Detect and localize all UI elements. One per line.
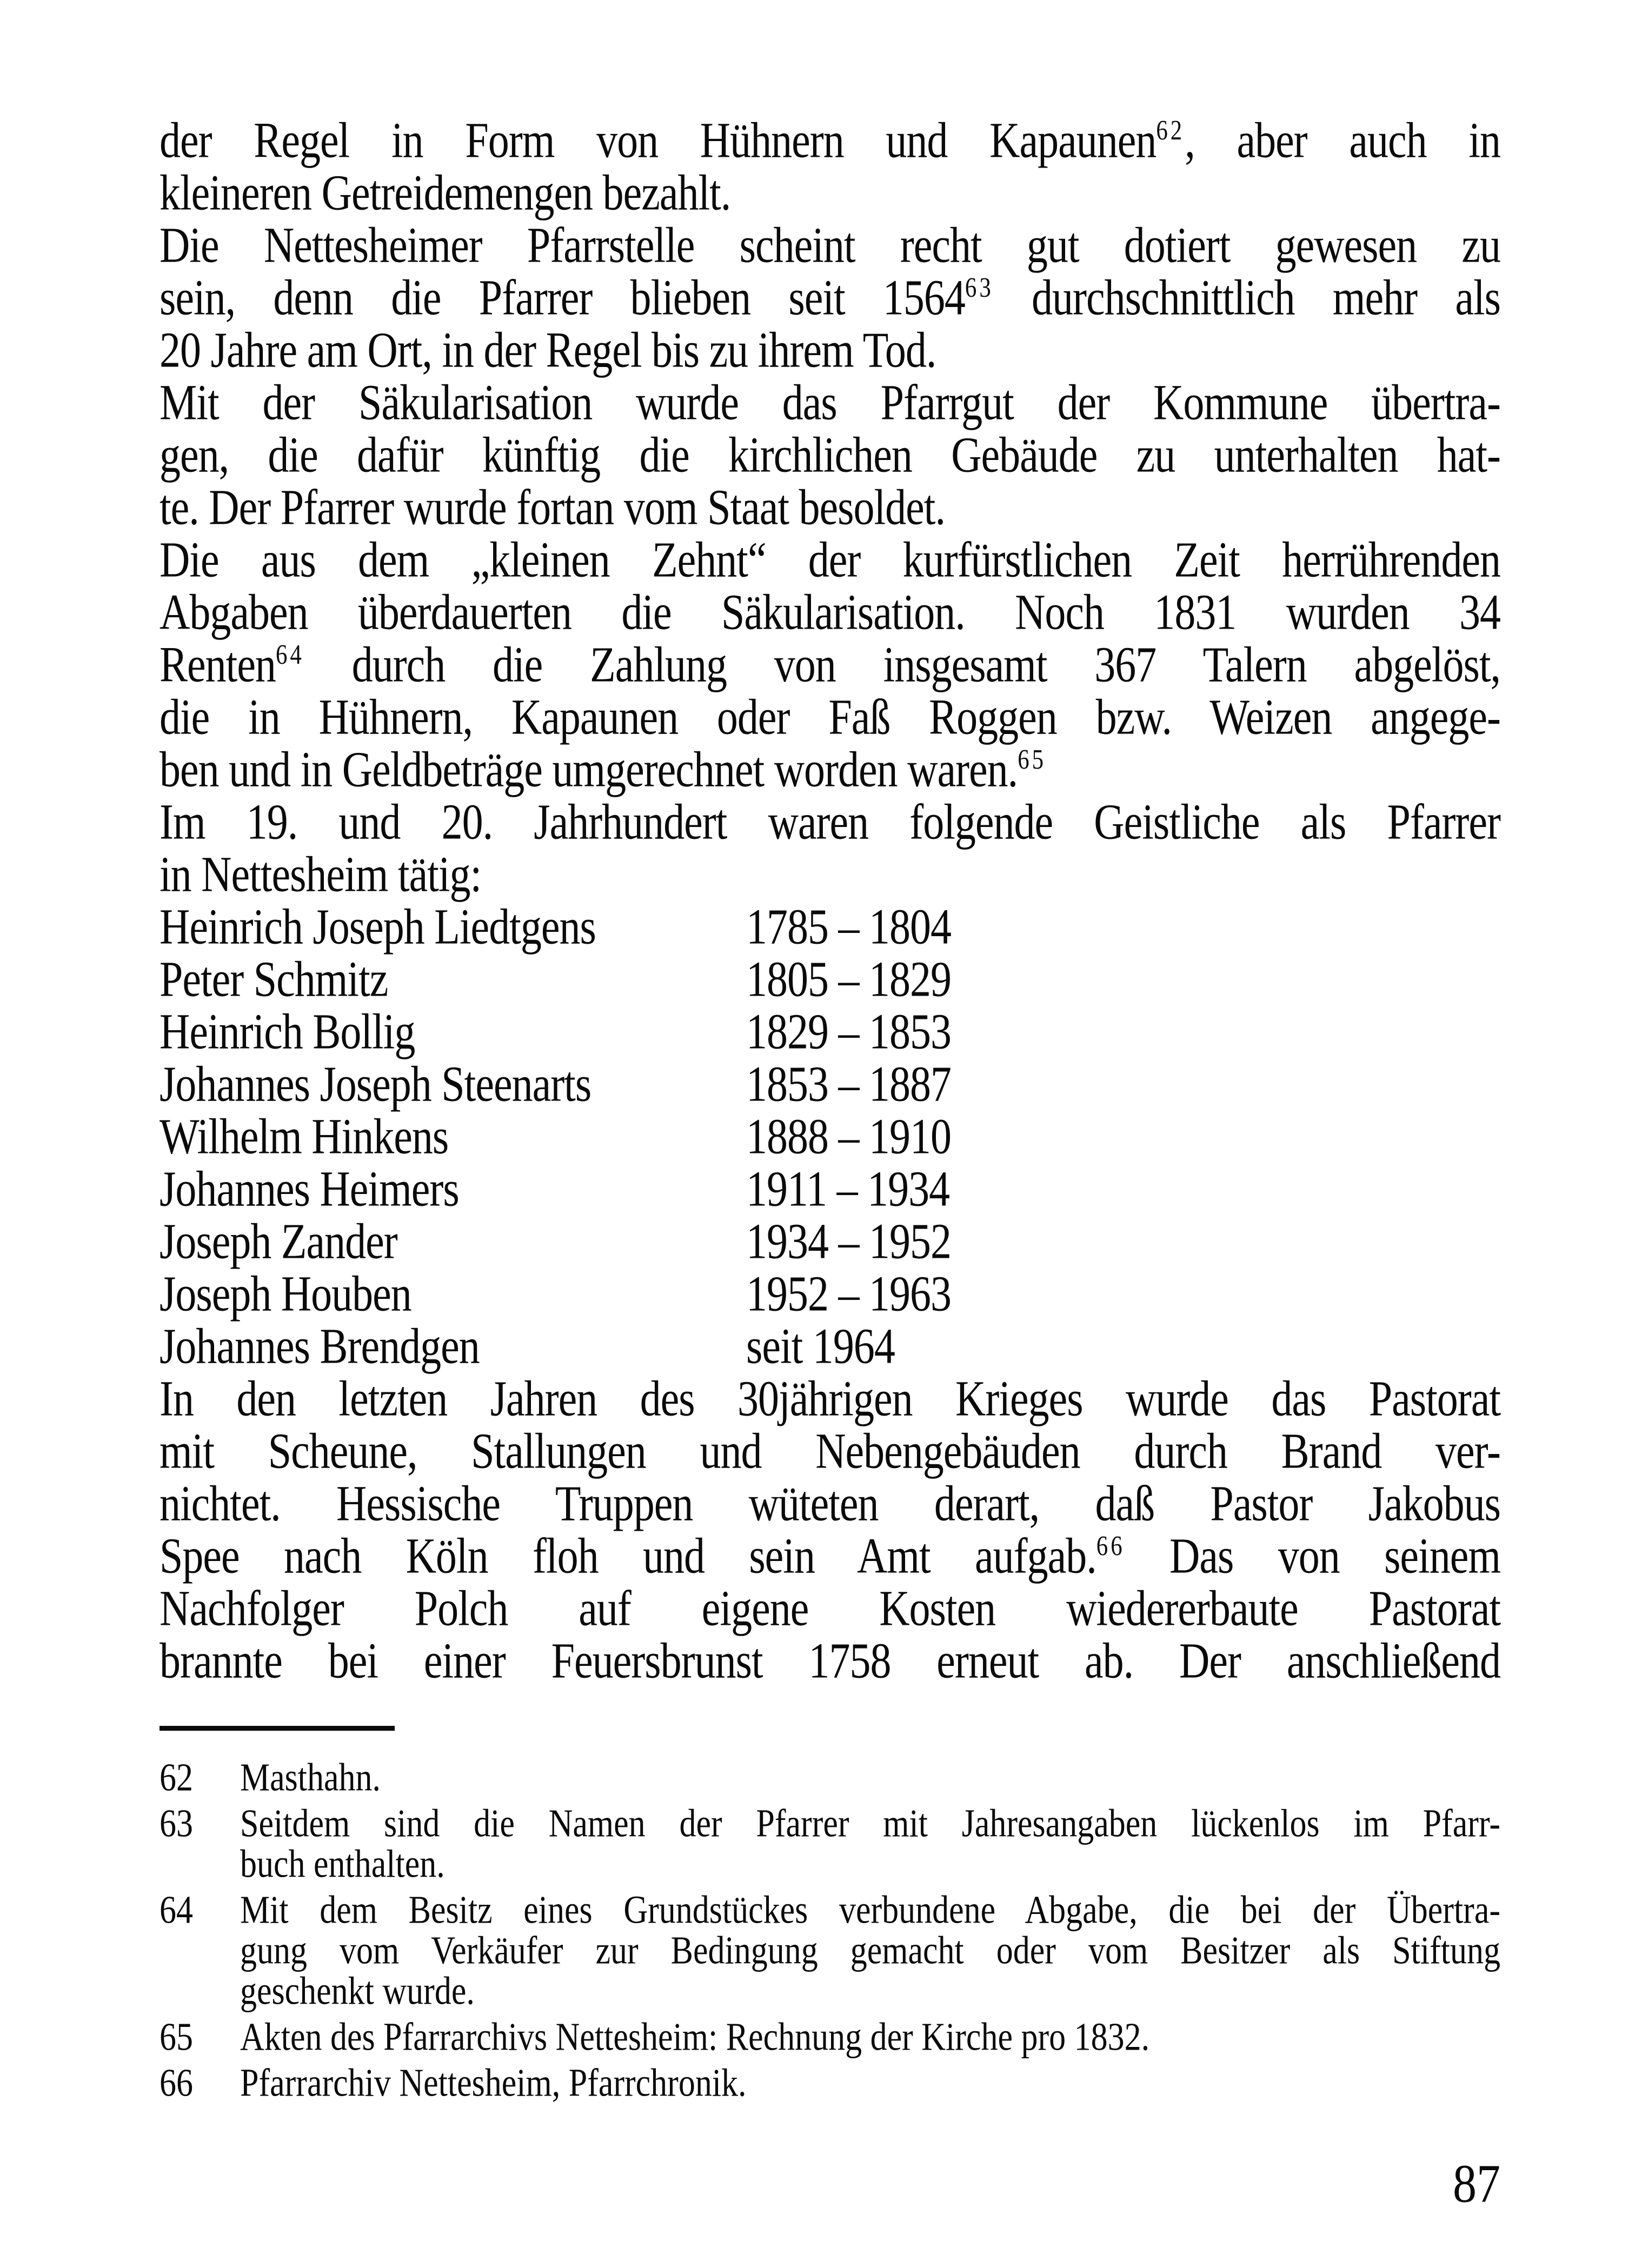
body-line: die in Hühnern, Kapaunen oder Faß Roggen bzw. Weizen angege- — [159, 688, 1500, 745]
footnote-line: Pfarrarchiv Nettesheim, Pfarrchronik. — [240, 2061, 747, 2105]
page-number: 87 — [1453, 2154, 1500, 2214]
body-line: Nachfolger Polch auf eigene Kosten wiedererbaute Pastorat — [159, 1579, 1500, 1637]
body-line: Spee nach Köln floh und sein Amt aufgab.$^{66}$ Das von seinem — [159, 1527, 1500, 1584]
footnote-item — [159, 1756, 1500, 1800]
footnote-line: Masthahn. — [240, 1756, 381, 1799]
footnote-marker: 62 — [1156, 115, 1185, 146]
footnote-item — [159, 2015, 1500, 2059]
footnote-line: Mit dem Besitz eines Grundstückes verbundene Abgabe, die bei der Übertra- — [240, 1888, 1500, 1932]
pastor-name: Peter Schmitz — [159, 950, 388, 1008]
pastor-dates: 1934 – 1952 — [746, 1212, 951, 1270]
pastor-name: Johannes Heimers — [159, 1160, 459, 1217]
body-line: in Nettesheim tätig: — [159, 845, 482, 903]
footnote-marker: 66 — [1096, 1531, 1125, 1562]
footnote-line: geschenkt wurde. — [240, 1969, 475, 2013]
footnote-item — [159, 2061, 1500, 2105]
footnote-number: 66 — [159, 2061, 193, 2105]
body-line: sein, denn die Pfarrer blieben seit 1564$^{63}$ durchschnittlich mehr als — [159, 269, 1500, 326]
pastor-name: Johannes Joseph Steenarts — [159, 1055, 591, 1112]
pastor-dates: 1853 – 1887 — [746, 1055, 951, 1112]
footnote-marker: 64 — [275, 639, 304, 671]
pastor-name: Heinrich Joseph Liedtgens — [159, 898, 596, 955]
footnote-number: 62 — [159, 1756, 193, 1799]
body-line: Im 19. und 20. Jahrhundert waren folgende Geistliche als Pfarrer — [159, 793, 1500, 850]
pastor-dates: 1911 – 1934 — [746, 1160, 950, 1217]
pastor-dates: 1785 – 1804 — [746, 898, 951, 955]
body-line: brannte bei einer Feuersbrunst 1758 erneut ab. Der anschließend — [159, 1632, 1500, 1689]
body-line: mit Scheune, Stallungen und Nebengebäuden durch Brand ver- — [159, 1422, 1500, 1479]
footnote-line: gung vom Verkäufer zur Bedingung gemacht oder vom Besitzer als Stiftung — [240, 1929, 1500, 1972]
footnote-text — [240, 2061, 1500, 2105]
body-line: gen, die dafür künftig die kirchlichen Gebäude zu unterhalten hat- — [159, 426, 1500, 483]
footnotes-section — [159, 1756, 1500, 2111]
pastor-name: Johannes Brendgen — [159, 1317, 480, 1375]
body-line: 20 Jahre am Ort, in der Regel bis zu ihrem Tod. — [159, 321, 936, 378]
footnote-line: buch enthalten. — [240, 1842, 445, 1886]
paragraphs-top — [159, 111, 1500, 903]
footnote-number: 63 — [159, 1802, 193, 1845]
pastor-name: Wilhelm Hinkens — [159, 1108, 449, 1165]
body-line: Renten$^{64}$ durch die Zahlung von insgesamt 367 Talern abgelöst, — [159, 636, 1500, 693]
body-line: In den letzten Jahren des 30jährigen Krieges wurde das Pastorat — [159, 1370, 1500, 1427]
body-line: Abgaben überdauerten die Säkularisation. Noch 1831 wurden 34 — [159, 583, 1500, 641]
body-line: kleineren Getreidemengen bezahlt. — [159, 164, 731, 221]
footnote-marker: 63 — [965, 272, 994, 304]
footnote-line: Seitdem sind die Namen der Pfarrer mit Jahresangaben lückenlos im Pfarr- — [240, 1802, 1500, 1845]
footnote-number: 64 — [159, 1888, 193, 1932]
footnote-text — [240, 1802, 1500, 1886]
main-text-block — [159, 111, 1500, 1689]
body-line: Die Nettesheimer Pfarrstelle scheint recht gut dotiert gewesen zu — [159, 216, 1500, 274]
body-line: Die aus dem „kleinen Zehnt“ der kurfürstlichen Zeit herrührenden — [159, 531, 1500, 588]
body-line: nichtet. Hessische Truppen wüteten derart, daß Pastor Jakobus — [159, 1475, 1500, 1532]
footnote-item — [159, 1888, 1500, 2013]
pastor-dates: seit 1964 — [746, 1317, 895, 1375]
footnote-text — [240, 1888, 1500, 2013]
body-line: der Regel in Form von Hühnern und Kapaunen$^{62}$, aber auch in — [159, 111, 1500, 169]
pastor-name: Joseph Houben — [159, 1265, 411, 1322]
pastor-dates: 1952 – 1963 — [746, 1265, 951, 1322]
footnote-item — [159, 1802, 1500, 1886]
body-line: Mit der Säkularisation wurde das Pfarrgut der Kommune übertra- — [159, 373, 1500, 431]
pastor-dates: 1888 – 1910 — [746, 1108, 951, 1165]
pastor-name: Heinrich Bollig — [159, 1003, 415, 1060]
pastor-dates: 1829 – 1853 — [746, 1003, 951, 1060]
body-line: ben und in Geldbeträge umgerechnet worden waren.$^{65}$ — [159, 741, 1047, 798]
pastor-list — [159, 898, 1500, 1375]
footnote-text — [240, 1756, 1500, 1800]
body-line: te. Der Pfarrer wurde fortan vom Staat besoldet. — [159, 478, 945, 536]
footnote-line: Akten des Pfarrarchivs Nettesheim: Rechnung der Kirche pro 1832. — [240, 2015, 1150, 2059]
pastor-name: Joseph Zander — [159, 1212, 397, 1270]
footnote-divider — [159, 1726, 395, 1731]
paragraphs-bottom — [159, 1370, 1500, 1689]
footnote-number: 65 — [159, 2015, 193, 2059]
footnote-text — [240, 2015, 1500, 2059]
footnote-marker: 65 — [1018, 744, 1047, 776]
pastor-dates: 1805 – 1829 — [746, 950, 951, 1008]
